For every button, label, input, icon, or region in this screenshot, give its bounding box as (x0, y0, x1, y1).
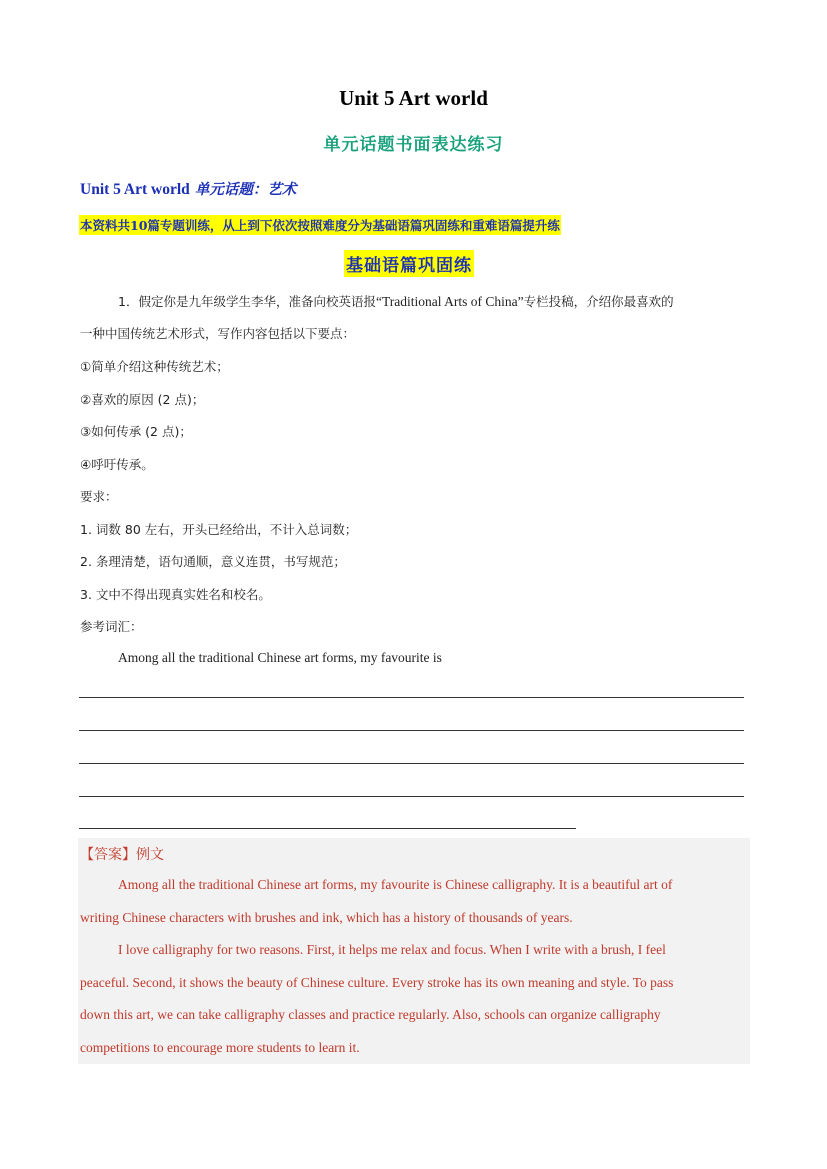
prompt-part-a: 1．假定你是九年级学生李华，准备向校英语报 (118, 294, 376, 309)
writing-line[interactable] (79, 763, 744, 764)
requirements-label: 要求： (80, 489, 118, 504)
answer-line: down this art, we can take calligraphy classes and practice regularly. Also, schools can organize calligraphy (80, 1007, 661, 1022)
prompt-part-c: 专栏投稿，介绍你最喜欢的 (523, 294, 674, 309)
answer-line: I love calligraphy for two reasons. First, it helps me relax and focus. When I write with a brush, I feel (118, 942, 666, 957)
answer-label: 【答案】例文 (80, 847, 164, 863)
task-prompt-line2: 一种中国传统艺术形式，写作内容包括以下要点： (80, 326, 356, 341)
writing-line[interactable] (79, 796, 744, 797)
writing-line[interactable] (79, 730, 744, 731)
point-item: ④呼吁传承。 (80, 457, 154, 472)
answer-line: competitions to encourage more students to learn it. (80, 1040, 360, 1055)
writing-line[interactable] (79, 697, 744, 698)
task-prompt-line1 (118, 292, 674, 310)
document-subtitle: 单元话题书面表达练习 (323, 135, 504, 155)
unit-topic (80, 178, 296, 199)
intro-highlight: 本资料共10篇专题训练，从上到下依次按照难度分为基础语篇巩固练和重难语篇提升练 (79, 215, 561, 235)
requirement-item: 3. 文中不得出现真实姓名和校名。 (80, 587, 271, 602)
writing-line[interactable] (79, 828, 576, 829)
requirement-item: 2. 条理清楚，语句通顺，意义连贯，书写规范； (80, 554, 346, 569)
point-item: ②喜欢的原因 (2 点)； (80, 392, 205, 407)
vocab-label: 参考词汇： (80, 619, 143, 634)
unit-topic-zh: 单元话题：艺术 (194, 181, 297, 198)
essay-opening-text: Among all the traditional Chinese art forms, my favourite is (118, 650, 442, 665)
unit-topic-en: Unit 5 Art world (80, 181, 190, 198)
answer-line: writing Chinese characters with brushes and ink, which has a history of thousands of years. (80, 910, 573, 925)
essay-opening (118, 650, 442, 666)
prompt-part-b: “Traditional Arts of China” (375, 294, 524, 309)
answer-line: peaceful. Second, it shows the beauty of Chinese culture. Every stroke has its own meaning and style. To pass (80, 975, 674, 990)
answer-line: Among all the traditional Chinese art forms, my favourite is Chinese calligraphy. It is a beautiful art of (118, 877, 673, 892)
point-item: ③如何传承 (2 点)； (80, 424, 192, 439)
document-title: Unit 5 Art world (339, 86, 488, 110)
point-item: ①简单介绍这种传统艺术； (80, 359, 229, 374)
section-heading: 基础语篇巩固练 (344, 250, 474, 277)
requirement-item: 1. 词数 80 左右，开头已经给出，不计入总词数； (80, 522, 358, 537)
